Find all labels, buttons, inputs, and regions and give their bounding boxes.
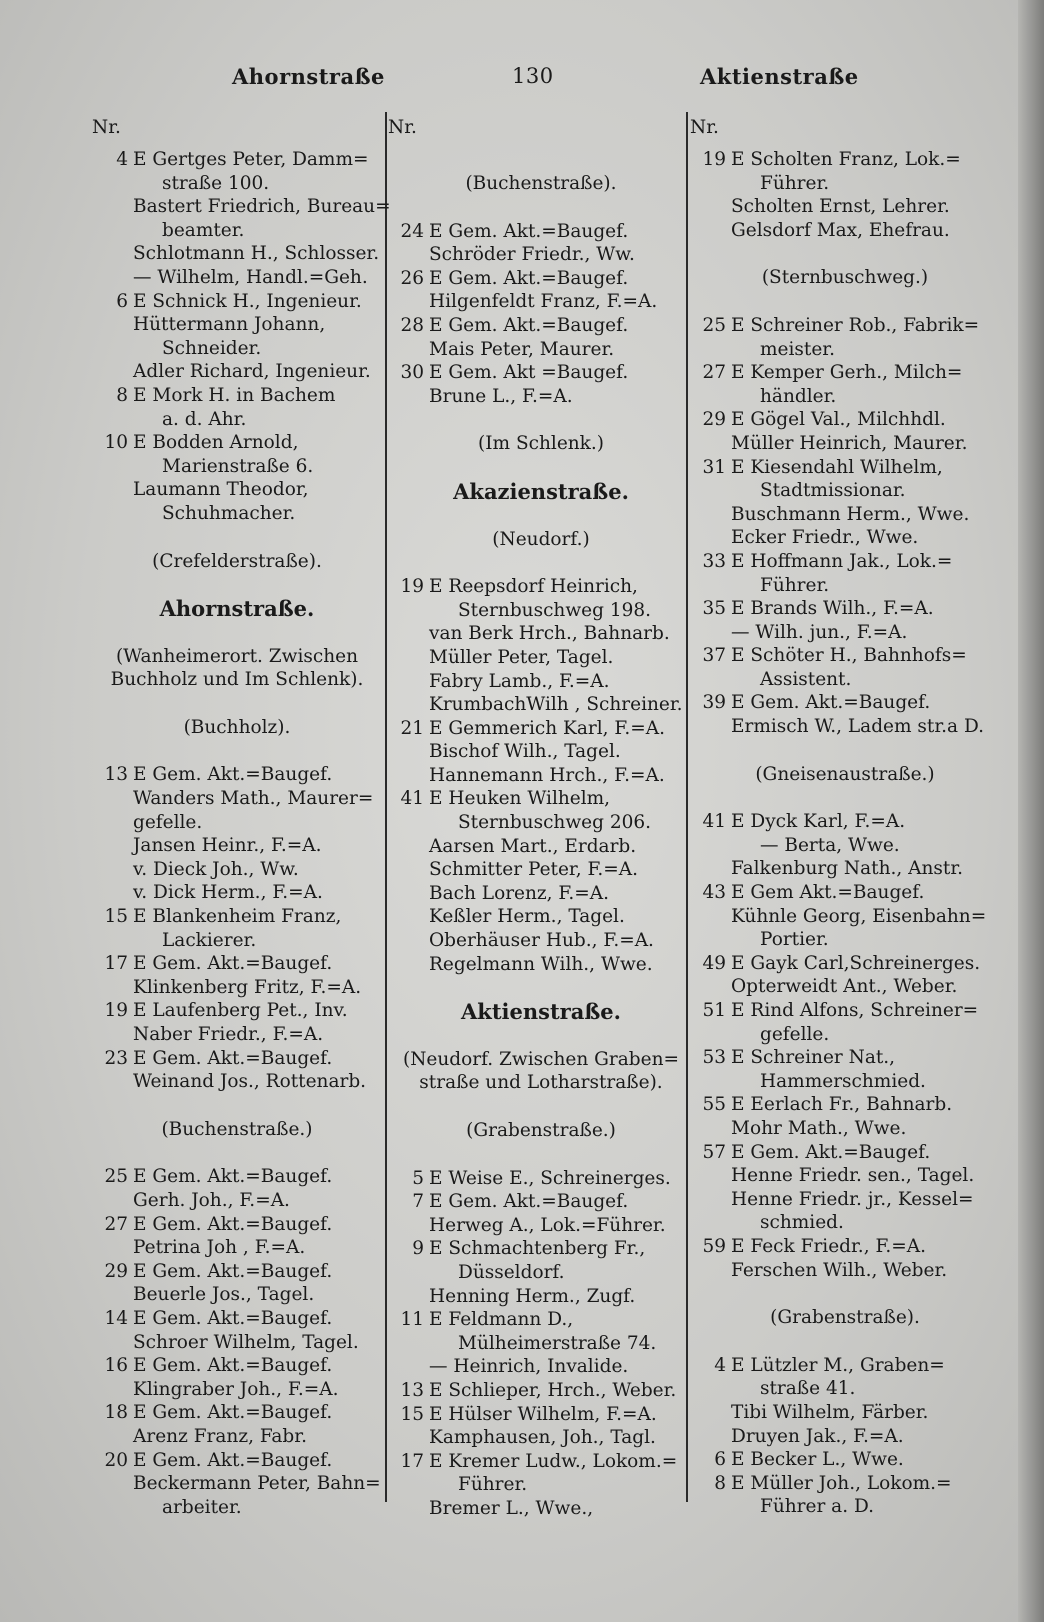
entry-continuation: Keßler Herm., Tagel. [429, 906, 625, 928]
directory-entry [690, 550, 1000, 574]
section-note: (Buchholz). [183, 716, 291, 738]
entry-text: E Mork H. in Bachem [133, 384, 336, 406]
house-number: 39 [702, 692, 726, 714]
spacer [690, 786, 1000, 810]
entry-continuation: Sternbuschweg 206. [458, 812, 652, 834]
section-note: (Buchenstraße.) [161, 1118, 313, 1140]
entry-continuation: Klinkenberg Fritz, F.=A. [133, 976, 362, 998]
directory-entry [690, 952, 1000, 976]
directory-entry [388, 1237, 694, 1261]
house-number: 21 [400, 717, 424, 739]
column-2-entries [388, 148, 694, 1521]
directory-entry [388, 787, 694, 811]
entry-text: E Gem. Akt.=Baugef. [133, 1166, 333, 1188]
spacer [690, 290, 1000, 314]
entry-continuation: Weinand Jos., Rottenarb. [133, 1071, 367, 1093]
house-number: 27 [104, 1213, 128, 1235]
house-number: 55 [702, 1094, 726, 1116]
house-number: 57 [702, 1141, 726, 1163]
entry-text: E Laufenberg Pet., Inv. [133, 1000, 348, 1022]
entry-text: E Gem. Akt.=Baugef. [429, 220, 629, 242]
spacer [388, 504, 694, 528]
directory-entry [388, 1403, 694, 1427]
entry-continuation: arbeiter. [162, 1496, 242, 1518]
entry-text: E Gem. Akt.=Baugef. [133, 1047, 333, 1069]
directory-entry [388, 1379, 694, 1403]
entry-continuation: gefelle. [760, 1023, 830, 1045]
entry-continuation: Mülheimerstraße 74. [458, 1332, 657, 1354]
entry-text: E Kiesendahl Wilhelm, [731, 456, 943, 478]
entry-text: E Gemmerich Karl, F.=A. [429, 717, 666, 739]
page-edge-shadow [1018, 0, 1044, 1622]
directory-entry [690, 1235, 1000, 1259]
entry-continuation: Jansen Heinr., F.=A. [133, 835, 322, 857]
spacer [92, 1094, 382, 1118]
directory-entry [690, 691, 1000, 715]
entry-text: E Gem. Akt.=Baugef. [133, 1260, 333, 1282]
directory-entry [92, 1213, 382, 1237]
entry-continuation: Kühnle Georg, Eisenbahn= [731, 905, 987, 927]
spacer [92, 739, 382, 763]
directory-entry [92, 148, 382, 172]
house-number: 41 [400, 788, 424, 810]
house-number: 49 [702, 952, 726, 974]
entry-text: E Bodden Arnold, [133, 432, 299, 454]
house-number: 29 [702, 409, 726, 431]
entry-continuation: — Heinrich, Invalide. [429, 1356, 629, 1378]
entry-continuation: Arenz Franz, Fabr. [133, 1425, 307, 1447]
entry-text: E Kemper Gerh., Milch= [731, 362, 963, 384]
street-heading: Aktienstraße. [461, 999, 621, 1025]
house-number: 17 [400, 1450, 424, 1472]
house-number: 11 [400, 1309, 424, 1331]
directory-entry [92, 384, 382, 408]
house-number: 9 [412, 1238, 424, 1260]
spacer [690, 1282, 1000, 1306]
page-number: 130 [512, 64, 554, 88]
house-number: 13 [400, 1379, 424, 1401]
street-heading: Ahornstraße. [159, 596, 315, 622]
entry-continuation: Düsseldorf. [458, 1261, 565, 1283]
entry-text: E Gem. Akt.=Baugef. [731, 692, 931, 714]
directory-entry [92, 431, 382, 455]
house-number: 33 [702, 550, 726, 572]
entry-continuation: Brune L., F.=A. [429, 385, 573, 407]
entry-continuation: schmied. [760, 1212, 844, 1234]
house-number: 53 [702, 1047, 726, 1069]
entry-text: E Becker L., Wwe. [731, 1449, 904, 1471]
directory-entry [690, 597, 1000, 621]
directory-entry [92, 1165, 382, 1189]
entry-continuation: Marienstraße 6. [162, 455, 314, 477]
house-number: 4 [116, 149, 128, 170]
directory-entry [92, 763, 382, 787]
house-number: 35 [702, 598, 726, 620]
directory-entry [388, 220, 694, 244]
section-note: (Crefelderstraße). [152, 550, 322, 572]
spacer [690, 739, 1000, 763]
house-number: 5 [412, 1167, 424, 1189]
house-number: 24 [400, 220, 424, 242]
entry-text: E Kremer Ludw., Lokom.= [429, 1450, 678, 1472]
entry-text: E Lützler M., Graben= [731, 1354, 945, 1376]
entry-continuation: händler. [760, 385, 837, 407]
house-number: 43 [702, 882, 726, 904]
section-note: (Neudorf. Zwischen Graben= [402, 1048, 680, 1070]
directory-entry [92, 1307, 382, 1331]
directory-entry [690, 1472, 1000, 1496]
directory-entry [388, 1450, 694, 1474]
directory-entry [690, 314, 1000, 338]
entry-continuation: Bastert Friedrich, Bureau= [133, 196, 391, 218]
entry-text: E Blankenheim Franz, [133, 906, 342, 928]
entry-text: E Schmachtenberg Fr., [429, 1238, 646, 1260]
entry-continuation: Kamphausen, Joh., Tagl. [429, 1427, 656, 1449]
entry-continuation: Druyen Jak., F.=A. [731, 1425, 904, 1447]
directory-entry [690, 999, 1000, 1023]
entry-continuation: Hüttermann Johann, [133, 314, 326, 336]
entry-continuation: Henning Herm., Zugf. [429, 1285, 636, 1307]
spacer [690, 1330, 1000, 1354]
entry-text: E Gem. Akt.=Baugef. [429, 267, 629, 289]
directory-entry [92, 999, 382, 1023]
entry-text: E Schöter H., Bahnhofs= [731, 645, 967, 667]
directory-entry [690, 1093, 1000, 1117]
column-3 [690, 114, 1000, 1519]
entry-text: E Gem Akt.=Baugef. [731, 882, 925, 904]
spacer [388, 1095, 694, 1119]
entry-text: E Hoffmann Jak., Lok.= [731, 550, 953, 572]
spacer [388, 196, 694, 220]
directory-entry [690, 881, 1000, 905]
column-nr-label: Nr. [92, 117, 121, 138]
entry-continuation: Adler Richard, Ingenieur. [133, 361, 371, 383]
directory-entry [388, 267, 694, 291]
section-note: Buchholz und Im Schlenk). [110, 669, 364, 691]
spacer [388, 1143, 694, 1167]
entry-continuation: Bremer L., Wwe., [429, 1497, 594, 1519]
entry-continuation: Wanders Math., Maurer= [133, 788, 374, 810]
entry-continuation: Führer. [760, 574, 830, 596]
house-number: 41 [702, 811, 726, 833]
entry-text: E Scholten Franz, Lok.= [731, 149, 961, 170]
spacer [690, 242, 1000, 266]
house-number: 37 [702, 645, 726, 667]
entry-text: E Weise E., Schreinerges. [429, 1167, 671, 1189]
house-number: 31 [702, 456, 726, 478]
entry-continuation: — Wilh. jun., F.=A. [731, 621, 908, 643]
directory-entry [690, 148, 1000, 172]
entry-continuation: Henne Friedr. sen., Tagel. [731, 1165, 975, 1187]
spacer [388, 551, 694, 575]
house-number: 23 [104, 1047, 128, 1069]
section-note: (Wanheimerort. Zwischen [115, 645, 359, 667]
spacer [92, 1141, 382, 1165]
section-note: (Gneisenaustraße.) [755, 763, 935, 785]
directory-entry [388, 1190, 694, 1214]
entry-continuation: Beuerle Jos., Tagel. [133, 1284, 315, 1306]
column-1 [92, 114, 391, 1519]
entry-continuation: v. Dick Herm., F.=A. [133, 882, 323, 904]
entry-continuation: Hilgenfeldt Franz, F.=A. [429, 291, 658, 313]
entry-text: E Eerlach Fr., Bahnarb. [731, 1094, 953, 1116]
section-note: straße und Lotharstraße). [419, 1072, 663, 1094]
entry-continuation: Henne Friedr. jr., Kessel= [731, 1188, 974, 1210]
house-number: 10 [104, 432, 128, 454]
house-number: 19 [702, 149, 726, 170]
entry-continuation: Lackierer. [162, 929, 257, 951]
entry-text: E Gem. Akt.=Baugef. [133, 1402, 333, 1424]
entry-text: E Dyck Karl, F.=A. [731, 811, 906, 833]
spacer [92, 526, 382, 550]
entry-text: E Gem. Akt.=Baugef. [133, 1307, 333, 1329]
directory-entry [690, 644, 1000, 668]
entry-continuation: Führer. [458, 1474, 528, 1496]
spacer [388, 456, 694, 480]
house-number: 13 [104, 764, 128, 786]
directory-entry [690, 1448, 1000, 1472]
directory-entry [690, 456, 1000, 480]
entry-text: E Gögel Val., Milchhdl. [731, 409, 946, 431]
entry-continuation: — Wilhelm, Handl.=Geh. [133, 266, 368, 288]
entry-continuation: Ferschen Wilh., Weber. [731, 1259, 948, 1281]
section-note: (Neudorf.) [492, 528, 590, 550]
house-number: 59 [702, 1235, 726, 1257]
house-number: 27 [702, 362, 726, 384]
entry-continuation: van Berk Hrch., Bahnarb. [429, 623, 670, 645]
house-number: 4 [714, 1354, 726, 1376]
column-nr-label: Nr. [690, 117, 719, 138]
entry-continuation: — Berta, Wwe. [760, 834, 900, 856]
entry-continuation: Müller Heinrich, Maurer. [731, 432, 968, 454]
entry-continuation: Petrina Joh , F.=A. [133, 1237, 306, 1259]
house-number: 14 [104, 1307, 128, 1329]
directory-entry [690, 810, 1000, 834]
column-3-entries [690, 148, 1000, 1519]
house-number: 15 [400, 1403, 424, 1425]
directory-entry [92, 1047, 382, 1071]
house-number: 26 [400, 267, 424, 289]
entry-continuation: Gelsdorf Max, Ehefrau. [731, 219, 950, 241]
spacer [92, 692, 382, 716]
spacer [388, 408, 694, 432]
entry-continuation: Herweg A., Lok.=Führer. [429, 1214, 666, 1236]
directory-entry [92, 1401, 382, 1425]
entry-continuation: Führer. [760, 172, 830, 194]
entry-text: E Gem. Akt.=Baugef. [133, 764, 333, 786]
entry-continuation: Führer a. D. [760, 1496, 875, 1518]
entry-continuation: Buschmann Herm., Wwe. [731, 503, 970, 525]
entry-text: E Schnick H., Ingenieur. [133, 290, 362, 312]
entry-continuation: a. d. Ahr. [162, 408, 247, 430]
house-number: 18 [104, 1402, 128, 1424]
entry-continuation: Scholten Ernst, Lehrer. [731, 196, 950, 218]
house-number: 20 [104, 1449, 128, 1471]
entry-continuation: Assistent. [760, 668, 852, 690]
directory-entry [388, 1167, 694, 1191]
entry-continuation: Ermisch W., Ladem str.a D. [731, 716, 984, 738]
entry-continuation: Schlotmann H., Schlosser. [133, 243, 380, 265]
entry-text: E Gem. Akt.=Baugef. [429, 1191, 629, 1213]
entry-continuation: Mohr Math., Wwe. [731, 1117, 907, 1139]
house-number: 19 [104, 1000, 128, 1022]
house-number: 8 [116, 384, 128, 406]
entry-continuation: Laumann Theodor, [133, 479, 309, 501]
directory-entry [690, 1141, 1000, 1165]
entry-continuation: Hannemann Hrch., F.=A. [429, 764, 665, 786]
entry-text: E Gem. Akt.=Baugef. [133, 1449, 333, 1471]
entry-continuation: Bach Lorenz, F.=A. [429, 882, 609, 904]
entry-continuation: Hammerschmied. [760, 1070, 926, 1092]
entry-text: E Gem. Akt.=Baugef. [133, 1355, 333, 1377]
directory-entry [92, 290, 382, 314]
entry-text: E Gem. Akt.=Baugef. [429, 314, 629, 336]
entry-text: E Gem. Akt.=Baugef. [133, 1213, 333, 1235]
house-number: 51 [702, 1000, 726, 1021]
entry-continuation: Ecker Friedr., Wwe. [731, 527, 919, 549]
directory-entry [690, 1046, 1000, 1070]
entry-text: E Schlieper, Hrch., Weber. [429, 1379, 677, 1401]
section-note: (Im Schlenk.) [478, 433, 604, 455]
entry-text: E Brands Wilh., F.=A. [731, 598, 934, 620]
entry-continuation: Oberhäuser Hub., F.=A. [429, 930, 654, 952]
spacer [92, 573, 382, 597]
section-note: (Buchenstraße). [465, 173, 617, 194]
header-right-street: Aktienstraße [700, 64, 859, 89]
house-number: 6 [116, 290, 128, 312]
column-divider-1 [385, 112, 387, 1502]
entry-continuation: Klingraber Joh., F.=A. [133, 1378, 339, 1400]
entry-continuation: KrumbachWilh , Schreiner. [429, 694, 683, 716]
house-number: 25 [104, 1166, 128, 1188]
entry-continuation: Beckermann Peter, Bahn= [133, 1473, 381, 1495]
entry-text: E Gem. Akt =Baugef. [429, 362, 629, 384]
entry-continuation: Schroer Wilhelm, Tagel. [133, 1331, 359, 1353]
entry-text: E Rind Alfons, Schreiner= [731, 1000, 979, 1021]
directory-entry [388, 717, 694, 741]
entry-continuation: gefelle. [133, 811, 203, 833]
entry-continuation: Bischof Wilh., Tagel. [429, 741, 621, 763]
entry-continuation: Aarsen Mart., Erdarb. [429, 835, 637, 857]
entry-text: E Hülser Wilhelm, F.=A. [429, 1403, 657, 1425]
directory-entry [92, 1449, 382, 1473]
entry-continuation: meister. [760, 338, 835, 360]
house-number: 8 [714, 1472, 726, 1494]
street-heading: Akazienstraße. [453, 478, 629, 504]
entry-text: E Heuken Wilhelm, [429, 788, 611, 810]
entry-continuation: Gerh. Joh., F.=A. [133, 1189, 290, 1211]
house-number: 25 [702, 314, 726, 336]
entry-text: E Gem. Akt.=Baugef. [731, 1141, 931, 1163]
house-number: 19 [400, 576, 424, 598]
header-left-street: Ahornstraße [232, 64, 385, 89]
entry-continuation: Portier. [760, 929, 829, 951]
entry-text: E Müller Joh., Lokom.= [731, 1472, 952, 1494]
directory-entry [388, 1308, 694, 1332]
directory-entry [388, 361, 694, 385]
entry-text: E Feck Friedr., F.=A. [731, 1235, 927, 1257]
entry-continuation: straße 41. [760, 1378, 856, 1400]
house-number: 17 [104, 953, 128, 975]
directory-entry [690, 408, 1000, 432]
entry-text: E Reepsdorf Heinrich, [429, 576, 638, 598]
directory-entry [92, 1260, 382, 1284]
spacer [388, 148, 694, 172]
spacer [92, 621, 382, 645]
entry-continuation: Sternbuschweg 198. [458, 599, 652, 621]
directory-entry [690, 1354, 1000, 1378]
entry-continuation: Schmitter Peter, F.=A. [429, 859, 639, 881]
entry-text: E Gayk Carl,Schreinerges. [731, 952, 981, 974]
house-number: 28 [400, 314, 424, 336]
entry-text: E Schreiner Nat., [731, 1047, 896, 1069]
directory-entry [92, 905, 382, 929]
entry-continuation: v. Dieck Joh., Ww. [133, 858, 299, 880]
section-note: (Sternbuschweg.) [761, 267, 929, 289]
directory-entry [92, 952, 382, 976]
section-note: (Grabenstraße). [770, 1307, 920, 1329]
entry-continuation: Falkenburg Nath., Anstr. [731, 858, 964, 880]
entry-text: E Gertges Peter, Damm= [133, 149, 369, 170]
column-1-entries [92, 148, 391, 1519]
directory-entry [388, 314, 694, 338]
entry-text: E Feldmann D., [429, 1309, 574, 1331]
entry-continuation: Opterweidt Ant., Weber. [731, 976, 958, 998]
entry-continuation: Müller Peter, Tagel. [429, 646, 614, 668]
entry-continuation: Stadtmissionar. [760, 480, 906, 502]
house-number: 15 [104, 906, 128, 928]
house-number: 30 [400, 362, 424, 384]
house-number: 16 [104, 1355, 128, 1377]
entry-continuation: beamter. [162, 219, 245, 241]
entry-continuation: Regelmann Wilh., Wwe. [429, 953, 653, 975]
house-number: 7 [412, 1191, 424, 1213]
entry-continuation: Schröder Friedr., Ww. [429, 244, 635, 266]
house-number: 29 [104, 1260, 128, 1282]
house-number: 6 [714, 1449, 726, 1471]
section-note: (Grabenstraße.) [466, 1120, 616, 1141]
entry-continuation: Schneider. [162, 337, 262, 359]
entry-text: E Gem. Akt.=Baugef. [133, 953, 333, 975]
column-nr-label: Nr. [388, 117, 417, 138]
spacer [388, 1024, 694, 1048]
directory-entry [690, 361, 1000, 385]
entry-continuation: Fabry Lamb., F.=A. [429, 670, 610, 692]
directory-entry [388, 575, 694, 599]
entry-continuation: Schuhmacher. [162, 502, 296, 524]
entry-continuation: Naber Friedr., F.=A. [133, 1024, 324, 1045]
entry-text: E Schreiner Rob., Fabrik= [731, 314, 980, 336]
entry-continuation: Mais Peter, Maurer. [429, 338, 615, 360]
spacer [388, 976, 694, 1000]
directory-entry [92, 1354, 382, 1378]
column-2 [388, 114, 694, 1521]
entry-continuation: straße 100. [162, 172, 270, 194]
entry-continuation: Tibi Wilhelm, Färber. [731, 1401, 929, 1423]
